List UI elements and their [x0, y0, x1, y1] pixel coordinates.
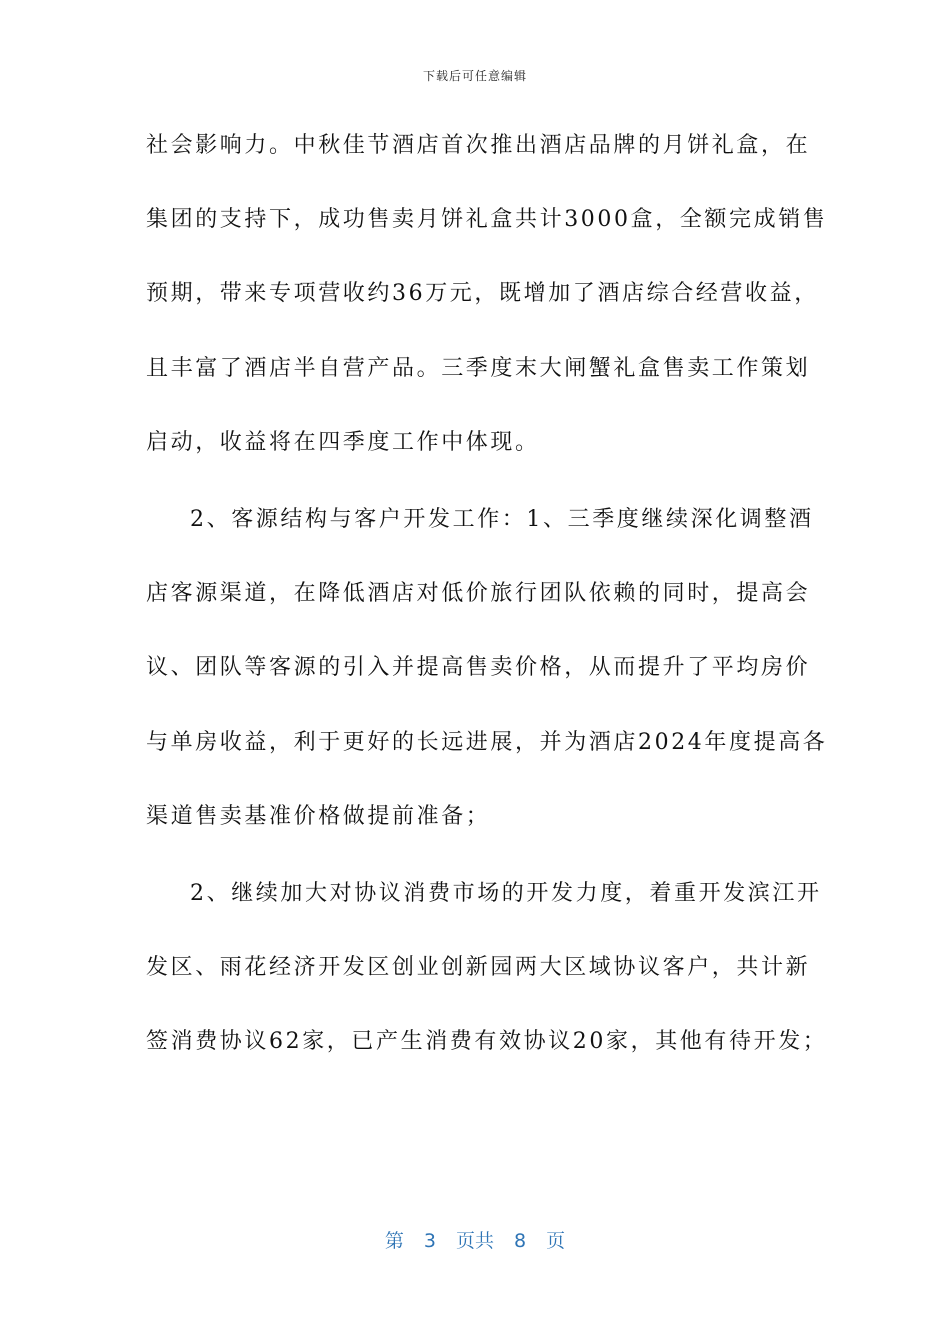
text-line: 店客源渠道，在降低酒店对低价旅行团队依赖的同时，提高会 [146, 581, 811, 606]
footer-current-page: 3 [423, 1230, 436, 1252]
text-line: 与单房收益，利于更好的长远进展，并为酒店2024年度提高各 [146, 730, 828, 755]
text-line: 渠道售卖基准价格做提前准备； [146, 804, 491, 829]
text-line: 预期，带来专项营收约36万元，既增加了酒店综合经营收益， [146, 281, 819, 306]
text-line: 且丰富了酒店半自营产品。三季度末大闸蟹礼盒售卖工作策划 [146, 356, 811, 381]
text-line: 发区、雨花经济开发区创业创新园两大区域协议客户，共计新 [146, 955, 811, 980]
footer-total-pages: 8 [514, 1230, 527, 1252]
page-footer [0, 1226, 950, 1253]
text-line: 2、客源结构与客户开发工作：1、三季度继续深化调整酒 [190, 507, 814, 532]
footer-label-total: 页共 [455, 1230, 494, 1252]
footer-label-page: 第 [384, 1230, 404, 1252]
text-line: 签消费协议62家，已产生消费有效协议20家，其他有待开发； [146, 1029, 828, 1054]
text-line: 2、继续加大对协议消费市场的开发力度，着重开发滨江开 [190, 881, 822, 906]
text-line: 启动，收益将在四季度工作中体现。 [146, 430, 540, 455]
text-line: 议、团队等客源的引入并提高售卖价格，从而提升了平均房价 [146, 655, 811, 680]
page-header: 下载后可任意编辑 [422, 69, 527, 83]
footer-label-end: 页 [546, 1230, 566, 1252]
text-line: 社会影响力。中秋佳节酒店首次推出酒店品牌的月饼礼盒，在 [146, 133, 811, 158]
text-line: 集团的支持下，成功售卖月饼礼盒共计3000盒，全额完成销售 [146, 207, 828, 232]
